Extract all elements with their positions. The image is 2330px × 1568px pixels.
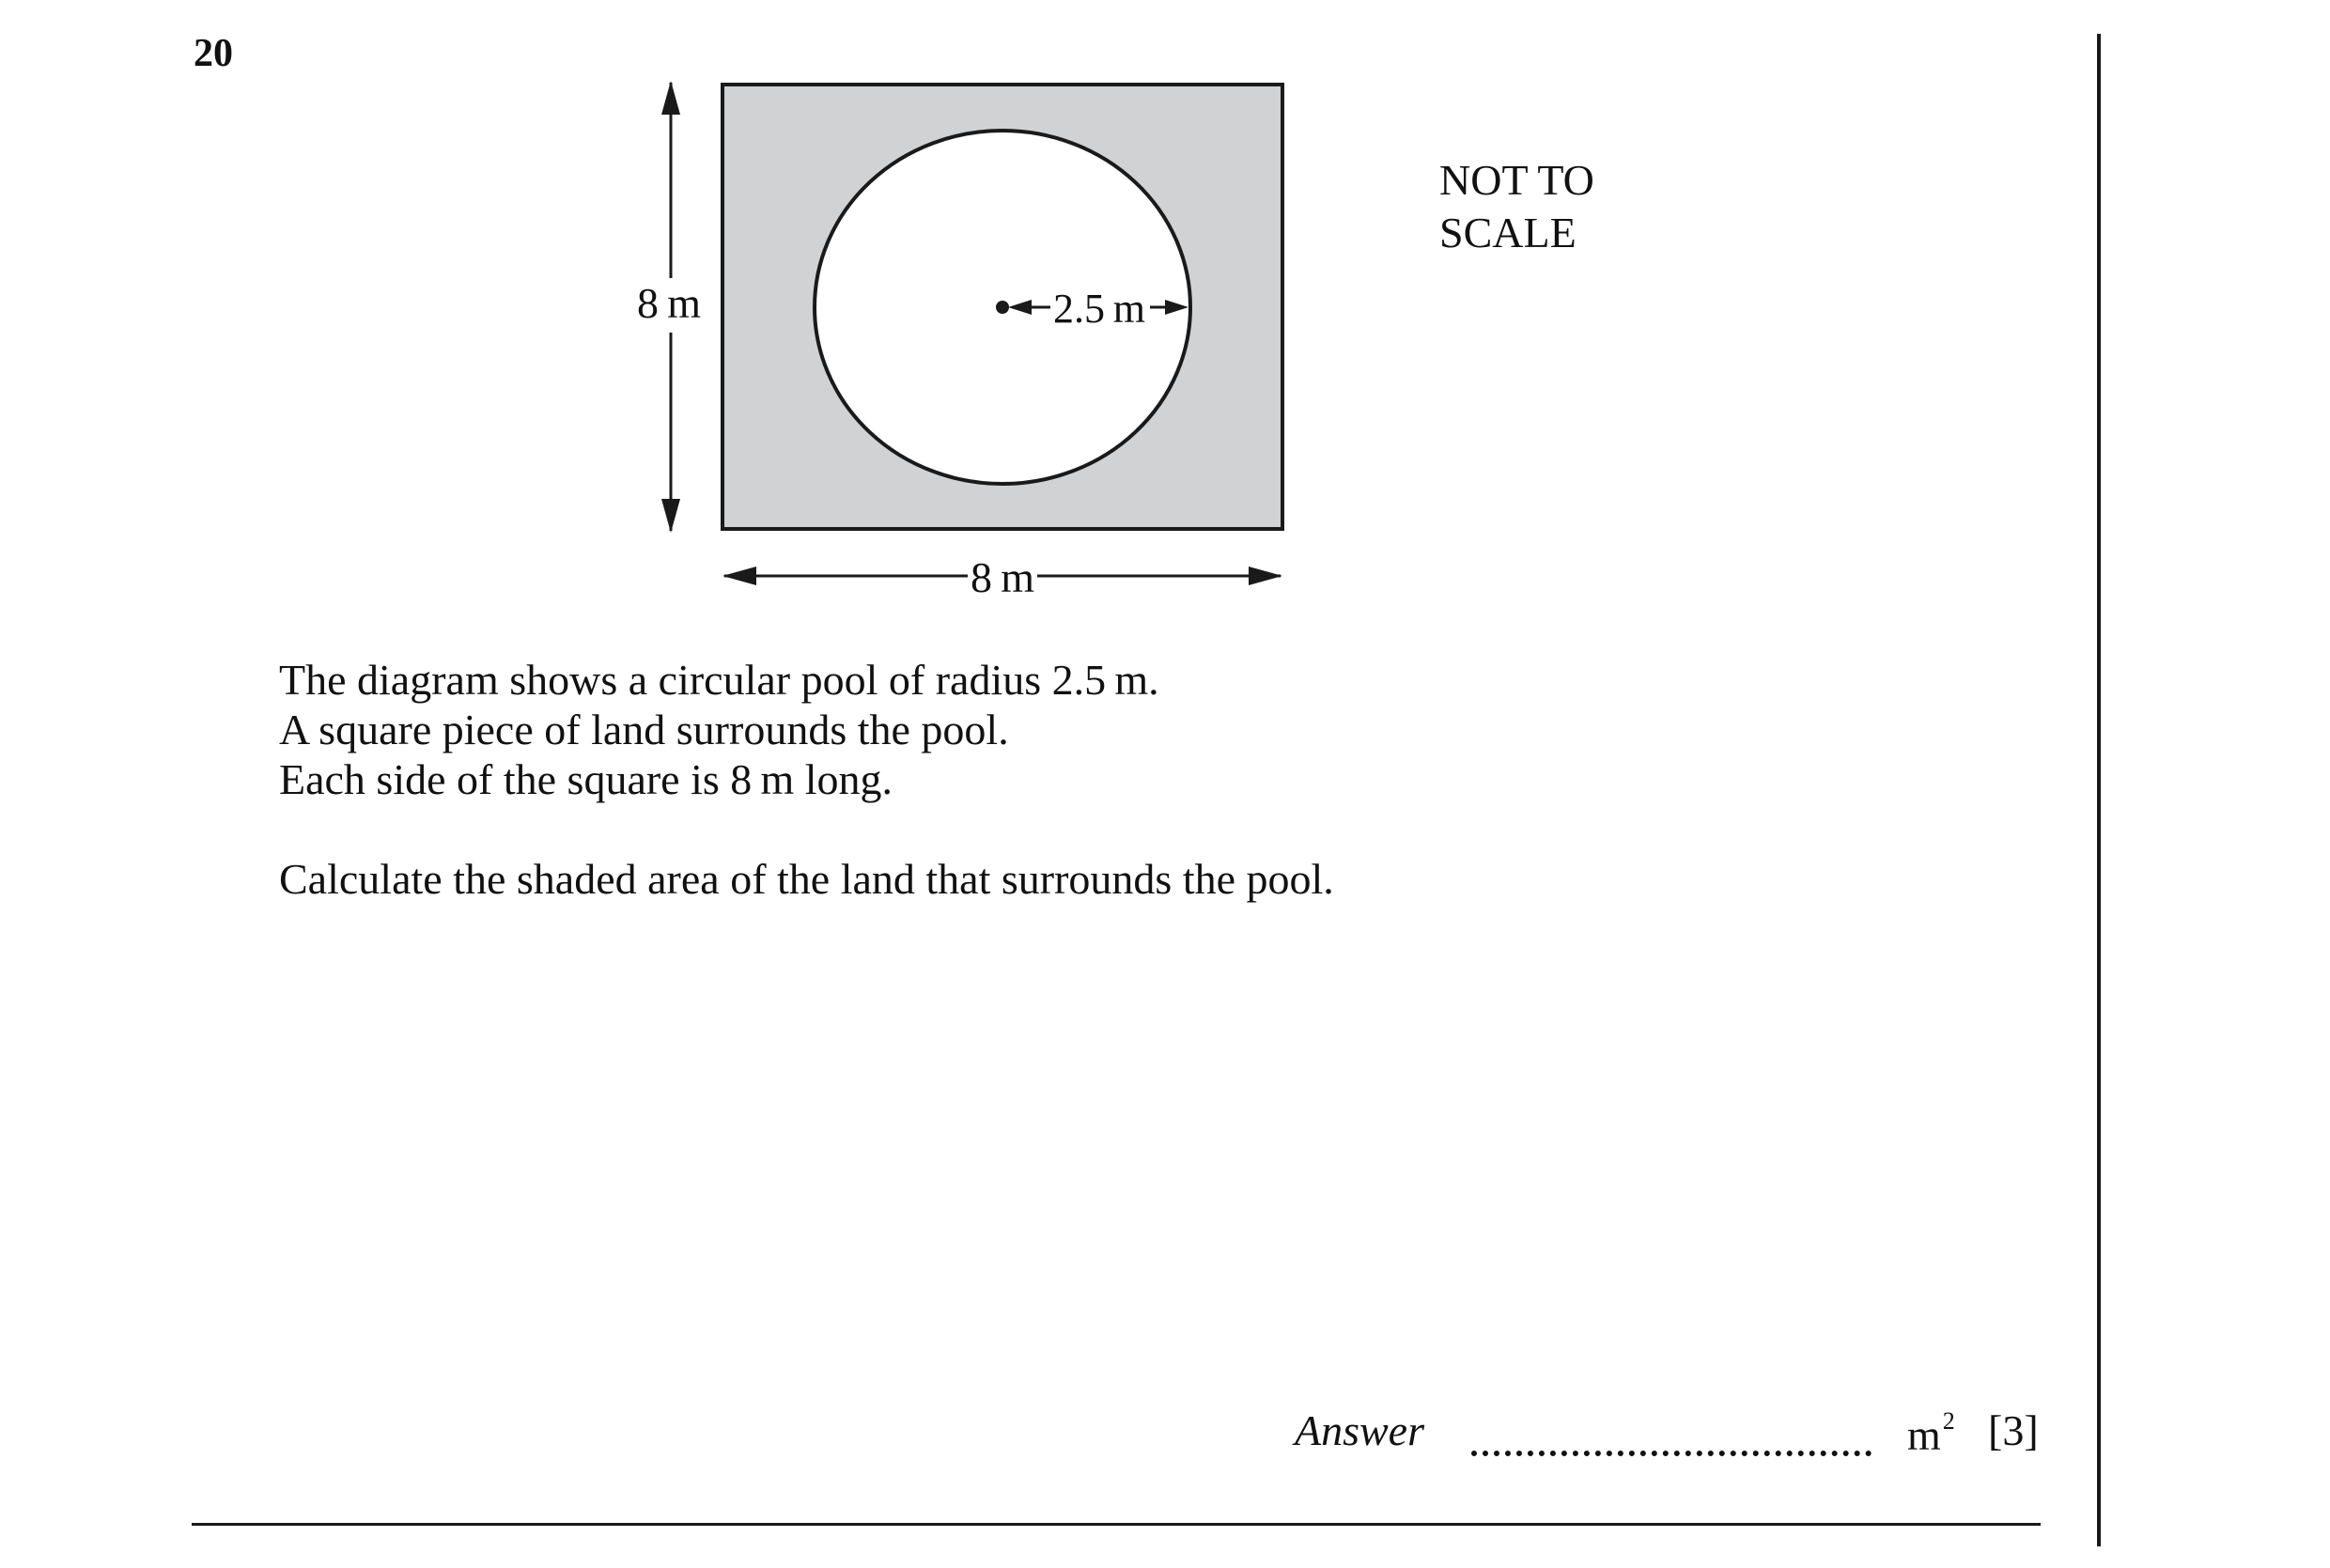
not-to-scale-note	[1439, 154, 1594, 259]
answer-unit	[1907, 1409, 1955, 1457]
marks: [3]	[1988, 1406, 2039, 1454]
bottom-rule	[192, 1523, 2041, 1526]
not-to-scale-line-2: SCALE	[1439, 209, 1577, 256]
pool-centre-dot	[996, 301, 1009, 314]
horizontal-side-label: 8 m	[971, 553, 1034, 601]
answer-label: Answer	[1295, 1406, 1424, 1454]
pool-diagram	[0, 0, 2330, 658]
vertical-side-label: 8 m	[637, 279, 701, 327]
question-text-side: Each side of the square is 8 m long.	[279, 755, 893, 803]
unit-base: m	[1907, 1411, 1941, 1459]
not-to-scale-line-1: NOT TO	[1439, 156, 1594, 204]
question-text-radius: The diagram shows a circular pool of radius 2.5 m.	[279, 656, 1159, 704]
question-number: 20	[194, 32, 233, 75]
answer-line[interactable]	[1471, 1451, 1872, 1456]
question-text-square: A square piece of land surrounds the pool.	[279, 706, 1009, 753]
right-margin-rule	[2097, 34, 2101, 1546]
question-instruction: Calculate the shaded area of the land that surrounds the pool.	[279, 855, 1334, 903]
unit-exponent: 2	[1942, 1407, 1955, 1435]
radius-label: 2.5 m	[1052, 286, 1146, 332]
